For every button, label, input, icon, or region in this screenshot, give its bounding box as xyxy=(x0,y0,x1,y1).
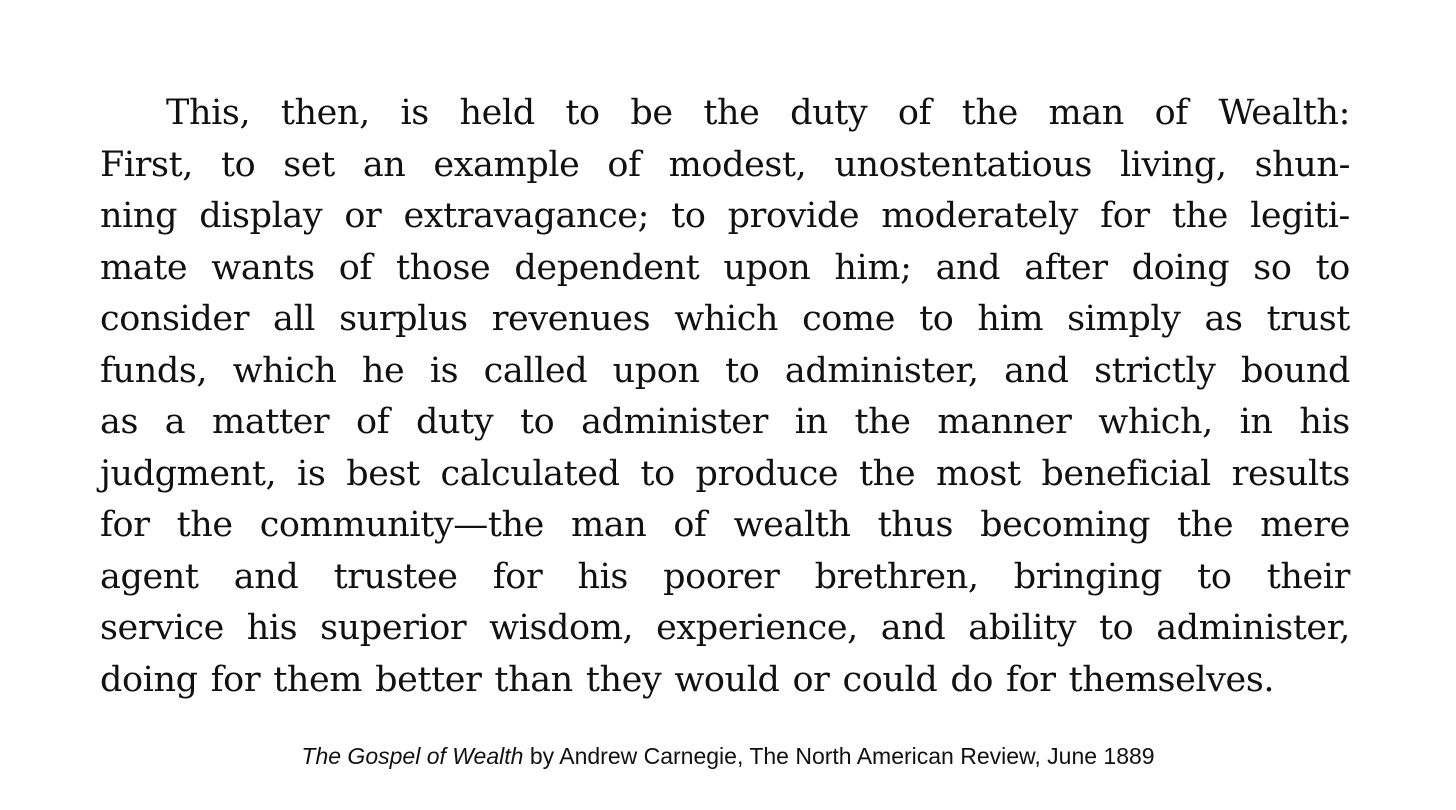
word: bound xyxy=(1241,350,1350,391)
word: example xyxy=(433,144,580,185)
word: his xyxy=(1299,402,1350,442)
word: wants xyxy=(211,247,315,288)
word: then, xyxy=(280,93,370,133)
word: surplus xyxy=(339,299,468,339)
word: a xyxy=(164,402,186,442)
word: held xyxy=(459,93,535,133)
word: is xyxy=(400,93,429,133)
word: First, xyxy=(100,144,193,185)
word: and xyxy=(233,556,299,597)
word: of xyxy=(338,247,372,288)
word: consider xyxy=(100,299,250,339)
word: would xyxy=(674,659,780,700)
word: for xyxy=(100,505,150,545)
source-caption xyxy=(0,740,1456,772)
word: which xyxy=(674,299,779,339)
word: for xyxy=(1100,196,1150,236)
word: strictly xyxy=(1094,350,1216,391)
text-line xyxy=(100,294,1350,346)
word: be xyxy=(630,93,673,133)
word: to xyxy=(1315,247,1350,288)
word: administer xyxy=(581,402,768,442)
word: which xyxy=(232,350,337,391)
word: of xyxy=(1154,93,1188,133)
word: mere xyxy=(1260,505,1350,545)
caption-attribution: by Andrew Carnegie, The North American Review, June 1889 xyxy=(523,743,1155,769)
word: of xyxy=(356,402,390,442)
word: man xyxy=(570,505,647,545)
word: of xyxy=(673,505,707,545)
word: and xyxy=(1004,350,1069,391)
text-line xyxy=(100,655,1350,707)
text-line xyxy=(100,88,1350,140)
word: duty xyxy=(416,402,494,442)
word: the xyxy=(1171,196,1228,236)
word: of xyxy=(897,93,932,133)
word: to xyxy=(1099,608,1134,648)
word: man xyxy=(1048,93,1124,133)
text-line xyxy=(100,449,1350,501)
word: in xyxy=(1239,402,1273,442)
word: simply xyxy=(1067,299,1181,339)
word: better xyxy=(375,659,482,700)
word: doing xyxy=(100,659,198,700)
word: he xyxy=(361,350,405,391)
word: upon xyxy=(612,350,700,391)
word: could xyxy=(842,659,938,700)
word: bringing xyxy=(1013,556,1162,597)
quote-excerpt xyxy=(100,88,1350,706)
word: display xyxy=(199,196,323,236)
text-line xyxy=(100,397,1350,449)
word: administer, xyxy=(1156,608,1350,648)
word: living, xyxy=(1119,144,1227,185)
word: or xyxy=(344,196,382,236)
word: duty xyxy=(790,93,868,133)
text-line xyxy=(100,243,1350,295)
text-line xyxy=(100,346,1350,398)
word: best xyxy=(346,453,420,494)
word: community—the xyxy=(259,505,544,545)
word: produce xyxy=(695,453,839,494)
word: all xyxy=(273,299,316,339)
word: than xyxy=(494,659,573,700)
word: to xyxy=(565,93,600,133)
word: themselves. xyxy=(1068,659,1275,700)
word: funds, xyxy=(100,350,208,391)
word: for xyxy=(1006,659,1056,700)
word: ning xyxy=(100,196,178,236)
word: they xyxy=(585,659,662,700)
word: to xyxy=(671,196,706,236)
word: dependent xyxy=(514,247,700,288)
word: to xyxy=(640,453,675,494)
word: the xyxy=(703,93,760,133)
word: in xyxy=(794,402,828,442)
word: his xyxy=(246,608,298,648)
word: shun- xyxy=(1254,144,1350,185)
word: come xyxy=(802,299,896,339)
word: Wealth: xyxy=(1218,93,1350,133)
word: judgment, xyxy=(100,453,277,494)
word: the xyxy=(859,453,916,494)
caption-book-title: The Gospel of Wealth xyxy=(301,743,524,769)
word: an xyxy=(362,144,406,185)
word: called xyxy=(483,350,588,391)
word: and xyxy=(935,247,1001,288)
word: to xyxy=(725,350,760,391)
word: to xyxy=(1197,556,1232,597)
word: his xyxy=(577,556,628,597)
word: revenues xyxy=(491,299,651,339)
word: to xyxy=(220,144,256,185)
word: beneficial xyxy=(1041,453,1211,494)
word: the xyxy=(1177,505,1234,545)
word: their xyxy=(1266,556,1350,597)
word: moderately xyxy=(881,196,1079,236)
word: the xyxy=(176,505,233,545)
word: him; xyxy=(834,247,912,288)
word: to xyxy=(919,299,954,339)
word: is xyxy=(297,453,326,494)
word: the xyxy=(854,402,911,442)
word: as xyxy=(100,402,139,442)
text-line xyxy=(100,500,1350,552)
word: becoming xyxy=(980,505,1151,545)
word: calculated xyxy=(440,453,620,494)
word: him xyxy=(977,299,1044,339)
text-line xyxy=(100,191,1350,243)
word: trustee xyxy=(333,556,458,597)
word: agent xyxy=(100,556,199,597)
word: legiti- xyxy=(1250,196,1350,236)
word: upon xyxy=(723,247,811,288)
word: service xyxy=(100,608,224,648)
word: This, xyxy=(166,93,251,133)
word: of xyxy=(607,144,641,185)
word: results xyxy=(1231,453,1350,494)
word: ability xyxy=(968,608,1077,648)
word: poorer xyxy=(663,556,780,597)
word: them xyxy=(273,659,363,700)
text-line xyxy=(100,140,1350,192)
word: extravagance; xyxy=(403,196,650,236)
text-line xyxy=(100,552,1350,604)
word: as xyxy=(1204,299,1243,339)
word: those xyxy=(396,247,491,288)
word: manner xyxy=(937,402,1072,442)
word: do xyxy=(950,659,994,700)
word: to xyxy=(519,402,555,442)
word: which, xyxy=(1098,402,1213,442)
word: set xyxy=(283,144,335,185)
word: the xyxy=(961,93,1018,133)
word: modest, xyxy=(668,144,807,185)
word: experience, xyxy=(656,608,858,648)
word: for xyxy=(210,659,261,700)
word: administer, xyxy=(784,350,979,391)
word: is xyxy=(429,350,459,391)
word: trust xyxy=(1266,299,1350,339)
word: provide xyxy=(727,196,860,236)
word: mate xyxy=(100,247,188,288)
word: after xyxy=(1024,247,1108,288)
word: wealth xyxy=(733,505,851,545)
word: most xyxy=(935,453,1021,494)
word: brethren, xyxy=(814,556,979,597)
word: or xyxy=(792,659,830,700)
word: doing xyxy=(1131,247,1230,288)
text-line xyxy=(100,603,1350,655)
word: wisdom, xyxy=(489,608,634,648)
word: thus xyxy=(877,505,954,545)
word: unostentatious xyxy=(834,144,1092,185)
word: and xyxy=(880,608,946,648)
word: matter xyxy=(212,402,330,442)
word: for xyxy=(492,556,543,597)
word: superior xyxy=(320,608,467,648)
word: so xyxy=(1253,247,1292,288)
